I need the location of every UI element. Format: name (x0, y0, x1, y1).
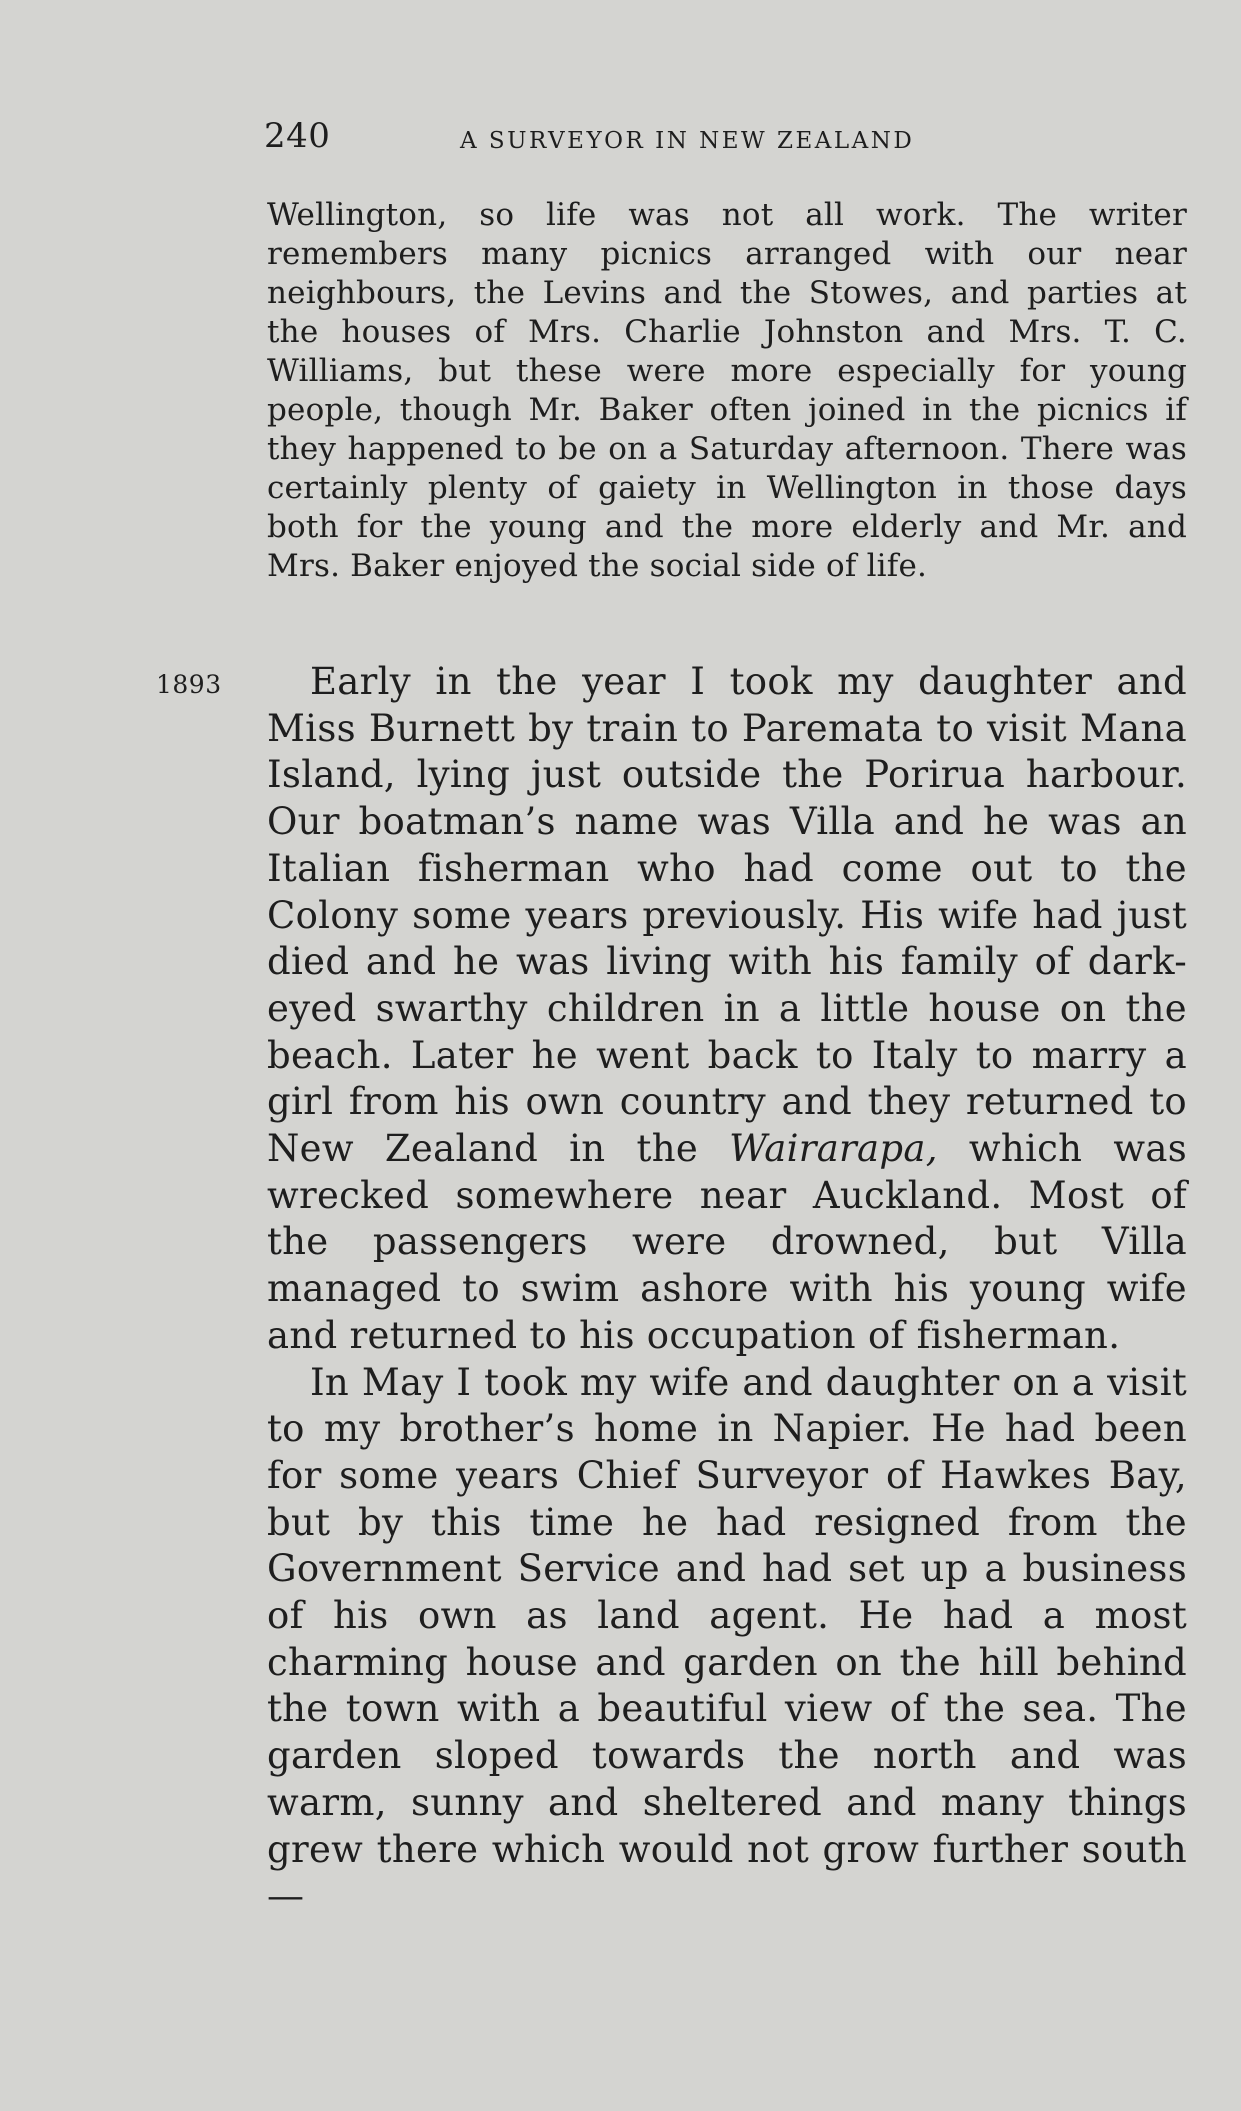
main-text-column (267, 659, 1187, 1920)
ship-name-italic: Wairarapa, (729, 1127, 938, 1171)
page-number: 240 (264, 116, 331, 156)
paragraph-mana-island-part2: which was wrecked somewhere near Auckland. Most of the passengers were drowned, but Villa managed to swim ashore with his young wife and returned to his occupation of fisherman. (267, 1127, 1187, 1357)
margin-year-note: 1893 (156, 670, 222, 699)
paragraph-wellington: Wellington, so life was not all work. The writer remembers many picnics arranged with our near neighbours, the Levins and the Stowes, and parties at the houses of Mrs. Charlie Johnston and Mrs. T. C. Williams, but these were more especially for young people, though Mr. Baker often joined in the picnics if they happened to be on a Saturday afternoon. There was certainly plenty of gaiety in Wellington in those days both for the young and the more elderly and Mr. and Mrs. Baker enjoyed the social side of life. (267, 197, 1187, 584)
running-head: A SURVEYOR IN NEW ZEALAND (460, 128, 915, 154)
paragraph-mana-island-part1: Early in the year I took my daughter and Miss Burnett by train to Paremata to visit Mana Island, lying just outside the Porirua harbour. Our boatman’s name was Villa and he was an Italian fisherman who had come out to the Colony some years previously. His wife had just died and he was living with his family of dark-eyed swarthy children in a little house on the beach. Later he went back to Italy to marry a girl from his own country and they returned to New Zealand in the (267, 660, 1187, 1171)
continued-paragraph (267, 196, 1187, 586)
paragraph-napier-visit: In May I took my wife and daughter on a visit to my brother’s home in Napier. He had been for some years Chief Surveyor of Hawkes Bay, but by this time he had resigned from the Government Service and had set up a business of his own as land agent. He had a most charming house and garden on the hill behind the town with a beautiful view of the sea. The garden sloped towards the north and was warm, sunny and sheltered and many things grew there which would not grow further south— (267, 1360, 1187, 1918)
paragraph-mana-island (267, 659, 1187, 1360)
